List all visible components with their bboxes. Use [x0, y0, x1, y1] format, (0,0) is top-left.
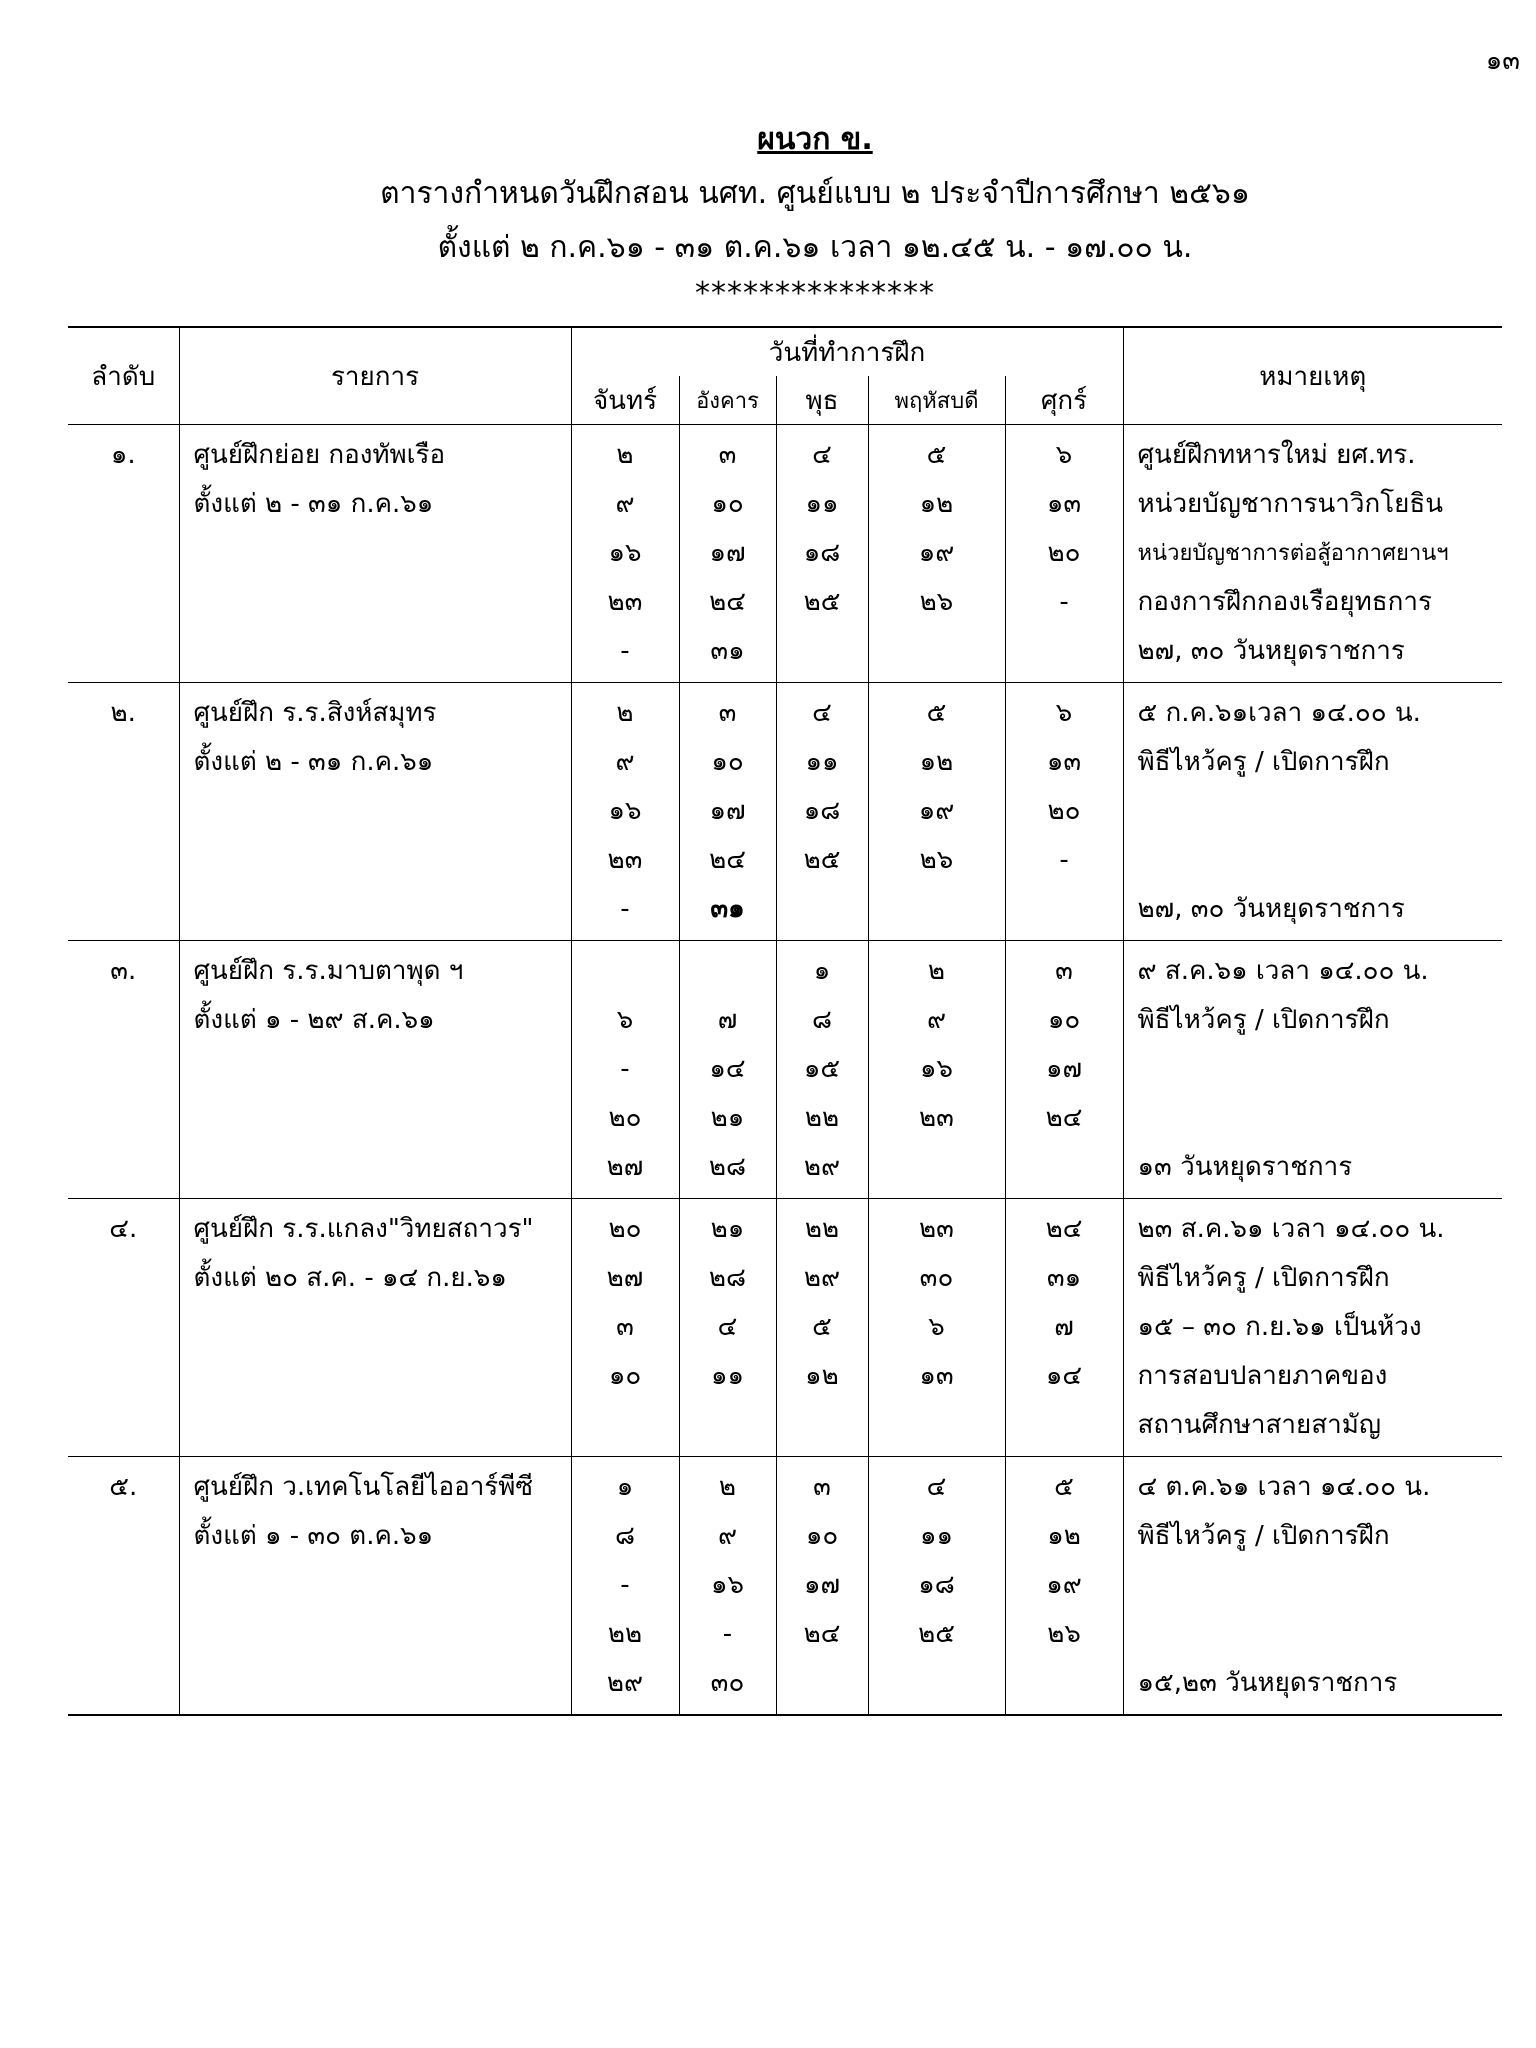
training-day-date: ๑๖	[710, 1570, 744, 1600]
training-date-range: ตั้งแต่ ๒ - ๓๑ ก.ค.๖๑	[193, 747, 434, 777]
training-day-date: ๓	[616, 1312, 634, 1342]
header-remark: หมายเหตุ	[1123, 327, 1502, 425]
remark-line: พิธีไหว้ครู / เปิดการฝึก	[1137, 1005, 1390, 1035]
training-day-date: ๒๕	[918, 1619, 955, 1649]
training-day-date	[1006, 1401, 1123, 1450]
day-column-cell	[1005, 941, 1123, 1199]
training-day-date: ๑๔	[709, 1054, 746, 1084]
day-column-cell	[868, 1199, 1005, 1457]
training-day-date: ๒๑	[710, 1103, 745, 1133]
training-day-date: ๓	[813, 1472, 831, 1502]
training-day-date: ๒๓	[607, 587, 643, 617]
training-center-name: ศูนย์ฝึกย่อย กองทัพเรือ	[193, 440, 446, 470]
training-day-date: -	[620, 1570, 630, 1600]
training-day-date: ๑๕	[803, 1054, 841, 1084]
training-day-date: ๒๓	[919, 1103, 954, 1133]
remark-line: ๒๓ ส.ค.๖๑ เวลา ๑๔.๐๐ น.	[1137, 1214, 1445, 1244]
training-day-date: ๙	[615, 489, 635, 519]
table-row	[68, 1199, 1502, 1457]
training-day-date: ๑๓	[919, 1361, 954, 1391]
remark-line: กองการฝึกกองเรือยุทธการ	[1137, 587, 1432, 617]
training-day-date: ๙	[615, 747, 635, 777]
training-day-date: ๑๘	[918, 1570, 955, 1600]
training-day-date: ๑๙	[918, 796, 955, 826]
remark-line: พิธีไหว้ครู / เปิดการฝึก	[1137, 1263, 1390, 1293]
training-day-date: ๒๔	[803, 1619, 841, 1649]
training-day-date: ๓๑	[710, 894, 745, 924]
training-day-date: ๑๐	[711, 489, 744, 519]
training-day-date: ๑๑	[805, 489, 839, 519]
table-row	[68, 683, 1502, 941]
training-center-name: ศูนย์ฝึก ร.ร.สิงห์สมุทร	[193, 698, 437, 728]
training-day-date: ๑๒	[919, 747, 954, 777]
day-column-cell	[1005, 683, 1123, 941]
remark-line: หน่วยบัญชาการต่อสู้อากาศยานฯ	[1137, 541, 1449, 566]
day-column-cell	[868, 941, 1005, 1199]
header-item: รายการ	[179, 327, 571, 425]
row-item-cell	[179, 1199, 571, 1457]
training-day-date: ๑๖	[919, 1054, 953, 1084]
remark-line	[1124, 1561, 1503, 1610]
remark-line: หน่วยบัญชาการนาวิกโยธิน	[1137, 489, 1444, 519]
day-column-cell	[776, 683, 868, 941]
row-seq-cell	[68, 683, 179, 941]
training-day-date: ๑๓	[1046, 489, 1082, 519]
training-day-date: ๕	[812, 1312, 832, 1342]
training-day-date: ๒๑	[710, 1214, 745, 1244]
training-day-date	[1006, 1659, 1123, 1708]
training-day-date: ๒๗	[606, 1152, 644, 1182]
training-day-date	[777, 1401, 868, 1450]
training-day-date: ๑๙	[918, 538, 955, 568]
training-day-date: ๑	[813, 956, 831, 986]
training-day-date: ๒๐	[1047, 796, 1081, 826]
training-day-date	[777, 1659, 868, 1708]
training-center-name: ศูนย์ฝึก ร.ร.มาบตาพุด ฯ	[193, 956, 464, 986]
training-day-date: ๕	[926, 440, 947, 470]
remark-line	[1124, 836, 1503, 885]
training-day-date: ๒๐	[1047, 538, 1081, 568]
training-day-date: ๑๗	[709, 796, 746, 826]
training-center-name: ศูนย์ฝึก ว.เทคโนโลยีไออาร์พีซี	[193, 1472, 534, 1502]
row-seq-cell	[68, 941, 179, 1199]
training-day-date	[777, 627, 868, 676]
training-day-date: ๘	[811, 1005, 833, 1035]
day-column-cell	[776, 1199, 868, 1457]
training-day-date	[869, 1143, 1005, 1192]
training-date-range: ตั้งแต่ ๒ - ๓๑ ก.ค.๖๑	[193, 489, 434, 519]
training-day-date: ๒๒	[804, 1214, 840, 1244]
training-day-date: ๙	[926, 1005, 947, 1035]
row-seq-number: ๒.	[110, 698, 136, 728]
training-day-date: ๒	[718, 1472, 737, 1502]
page-number: ๑๓	[1485, 46, 1520, 76]
training-day-date: ๑๗	[803, 1570, 841, 1600]
table-row	[68, 941, 1502, 1199]
training-day-date: -	[620, 1054, 630, 1084]
remark-line: ๒๗, ๓๐ วันหยุดราชการ	[1137, 894, 1405, 924]
training-day-date: ๒๘	[708, 1152, 747, 1182]
training-day-date: ๓๑	[1046, 1263, 1082, 1293]
header-day-thursday: พฤหัสบดี	[868, 376, 1005, 425]
training-day-date	[869, 627, 1005, 676]
training-day-date: -	[722, 1619, 733, 1649]
training-day-date	[777, 885, 868, 934]
training-day-date: ๒๒	[804, 1103, 840, 1133]
row-seq-number: ๑.	[110, 440, 136, 470]
remark-line	[1124, 1045, 1503, 1094]
training-day-date: ๓	[718, 440, 737, 470]
training-day-date: ๔	[717, 1312, 738, 1342]
training-day-date: ๕	[1054, 1472, 1074, 1502]
row-remark-cell	[1123, 425, 1502, 683]
training-day-date: ๒๘	[708, 1263, 747, 1293]
day-column-cell	[679, 1199, 776, 1457]
training-day-date: ๓	[1055, 956, 1073, 986]
training-day-date: -	[1059, 845, 1069, 875]
training-day-date: ๙	[717, 1521, 738, 1551]
training-day-date: ๒๖	[919, 845, 954, 875]
training-day-date	[869, 1401, 1005, 1450]
training-day-date: ๘	[614, 1521, 636, 1551]
training-day-date	[572, 947, 679, 996]
training-period: ตั้งแต่ ๒ ก.ค.๖๑ - ๓๑ ต.ค.๖๑ เวลา ๑๒.๔๕ น. - ๑๗.๐๐ น.	[437, 230, 1193, 265]
training-day-date: ๑๗	[1045, 1054, 1083, 1084]
remark-line: พิธีไหว้ครู / เปิดการฝึก	[1137, 1521, 1390, 1551]
row-seq-number: ๓.	[110, 956, 137, 986]
training-day-date: ๑๑	[919, 1521, 953, 1551]
training-day-date: ๑๐	[805, 1521, 839, 1551]
day-column-cell	[1005, 1199, 1123, 1457]
training-day-date	[869, 885, 1005, 934]
training-day-date: ๒๓	[607, 845, 643, 875]
training-day-date: ๑๖	[608, 796, 642, 826]
training-day-date: ๒๙	[803, 1263, 841, 1293]
separator-line: ***************	[695, 276, 935, 311]
day-column-cell	[571, 425, 679, 683]
training-date-range: ตั้งแต่ ๑ - ๒๙ ส.ค.๖๑	[193, 1005, 435, 1035]
remark-line	[1124, 1094, 1503, 1143]
training-day-date: ๒	[927, 956, 946, 986]
training-day-date	[1006, 1143, 1123, 1192]
header-day-friday: ศุกร์	[1005, 376, 1123, 425]
remark-line: ๙ ส.ค.๖๑ เวลา ๑๔.๐๐ น.	[1137, 956, 1429, 986]
remark-line: ๑๕ – ๓๐ ก.ย.๖๑ เป็นห้วง	[1137, 1312, 1422, 1342]
training-day-date: ๑๒	[1047, 1521, 1081, 1551]
training-day-date: ๒๙	[606, 1668, 644, 1698]
training-day-date: ๓๐	[919, 1263, 954, 1293]
training-day-date: ๑๘	[803, 796, 841, 826]
training-day-date: ๗	[1054, 1312, 1074, 1342]
training-day-date: ๒๗	[606, 1263, 644, 1293]
training-day-date: ๓๐	[710, 1668, 745, 1698]
training-day-date: ๑	[616, 1472, 634, 1502]
training-day-date: ๒๕	[803, 845, 841, 875]
training-day-date: ๒๒	[607, 1619, 643, 1649]
training-day-date	[680, 947, 776, 996]
training-day-date	[869, 1659, 1005, 1708]
training-day-date	[1006, 885, 1123, 934]
day-column-cell	[1005, 1457, 1123, 1716]
training-day-date: ๑๖	[608, 538, 642, 568]
training-day-date: ๒	[616, 698, 634, 728]
document-title: ผนวก ข.	[757, 122, 873, 157]
training-day-date: ๑๐	[608, 1361, 642, 1391]
remark-line	[1124, 787, 1503, 836]
training-day-date: ๖	[1055, 698, 1073, 728]
training-day-date: ๖	[616, 1005, 634, 1035]
day-column-cell	[868, 425, 1005, 683]
day-column-cell	[776, 941, 868, 1199]
training-day-date: ๑๗	[709, 538, 746, 568]
remark-line: ๔ ต.ค.๖๑ เวลา ๑๔.๐๐ น.	[1137, 1472, 1431, 1502]
training-day-date: ๒๔	[1045, 1214, 1083, 1244]
row-seq-cell	[68, 1199, 179, 1457]
row-seq-number: ๔.	[109, 1214, 138, 1244]
header-seq: ลำดับ	[68, 327, 179, 425]
training-day-date: ๑๐	[1047, 1005, 1081, 1035]
training-day-date: ๑๒	[805, 1361, 839, 1391]
training-day-date: ๑๘	[803, 538, 841, 568]
training-day-date: ๒๙	[803, 1152, 841, 1182]
row-seq-cell	[68, 1457, 179, 1716]
day-column-cell	[679, 425, 776, 683]
remark-line: พิธีไหว้ครู / เปิดการฝึก	[1137, 747, 1390, 777]
row-seq-cell	[68, 425, 179, 683]
training-day-date: ๒๔	[1045, 1103, 1083, 1133]
day-column-cell	[571, 941, 679, 1199]
training-day-date: ๒๐	[608, 1103, 642, 1133]
training-day-date: ๑๔	[1045, 1361, 1083, 1391]
training-day-date: -	[620, 636, 630, 666]
training-day-date: ๓๑	[710, 636, 745, 666]
day-column-cell	[679, 941, 776, 1199]
training-day-date: ๕	[926, 698, 947, 728]
training-center-name: ศูนย์ฝึก ร.ร.แกลง"วิทยสถาวร"	[193, 1214, 534, 1244]
training-day-date: ๑๙	[1046, 1570, 1082, 1600]
training-day-date: ๑๐	[711, 747, 744, 777]
training-day-date: ๗	[717, 1005, 738, 1035]
training-day-date: ๑๓	[1046, 747, 1082, 777]
row-item-cell	[179, 683, 571, 941]
day-column-cell	[868, 1457, 1005, 1716]
training-day-date: ๔	[812, 440, 832, 470]
remark-line: ๑๕,๒๓ วันหยุดราชการ	[1137, 1668, 1398, 1698]
remark-line: ๒๗, ๓๐ วันหยุดราชการ	[1137, 636, 1405, 666]
training-day-date: -	[620, 894, 630, 924]
training-day-date: ๑๑	[805, 747, 839, 777]
header-day-wednesday: พุธ	[776, 376, 868, 425]
remark-line: สถานศึกษาสายสามัญ	[1137, 1410, 1381, 1440]
training-day-date: ๑๑	[710, 1361, 744, 1391]
training-date-range: ตั้งแต่ ๑ - ๓๐ ต.ค.๖๑	[193, 1521, 434, 1551]
header-day-tuesday: อังคาร	[679, 376, 776, 425]
training-day-date: ๒๕	[803, 587, 841, 617]
day-column-cell	[679, 683, 776, 941]
training-day-date: ๔	[812, 698, 832, 728]
row-item-cell	[179, 425, 571, 683]
training-day-date: -	[1059, 587, 1069, 617]
row-remark-cell	[1123, 683, 1502, 941]
training-day-date: ๖	[1055, 440, 1073, 470]
training-day-date: ๒๖	[919, 587, 954, 617]
training-day-date: ๒๐	[608, 1214, 642, 1244]
training-day-date: ๔	[926, 1472, 947, 1502]
row-item-cell	[179, 941, 571, 1199]
day-column-cell	[1005, 425, 1123, 683]
day-column-cell	[679, 1457, 776, 1716]
header-training-days: วันที่ทำการฝึก	[571, 327, 1123, 376]
day-column-cell	[571, 1457, 679, 1716]
remark-line	[1124, 1610, 1503, 1659]
training-day-date: ๖	[928, 1312, 945, 1342]
remark-line: ๑๓ วันหยุดราชการ	[1137, 1152, 1353, 1182]
training-day-date	[572, 1401, 679, 1450]
training-day-date: ๒๔	[709, 587, 746, 617]
row-item-cell	[179, 1457, 571, 1716]
training-date-range: ตั้งแต่ ๒๐ ส.ค. - ๑๔ ก.ย.๖๑	[193, 1263, 507, 1293]
training-day-date: ๒๓	[919, 1214, 954, 1244]
remark-line: ศูนย์ฝึกทหารใหม่ ยศ.ทร.	[1137, 440, 1416, 470]
training-day-date: ๑๒	[919, 489, 954, 519]
table-row	[68, 1457, 1502, 1716]
day-column-cell	[571, 1199, 679, 1457]
day-column-cell	[776, 1457, 868, 1716]
training-day-date: ๒	[616, 440, 634, 470]
day-column-cell	[868, 683, 1005, 941]
day-column-cell	[571, 683, 679, 941]
day-column-cell	[776, 425, 868, 683]
training-schedule-table	[68, 326, 1502, 1716]
training-day-date	[680, 1401, 776, 1450]
training-day-date: ๒๔	[709, 845, 746, 875]
row-remark-cell	[1123, 941, 1502, 1199]
table-row	[68, 425, 1502, 683]
row-remark-cell	[1123, 1457, 1502, 1716]
row-seq-number: ๕.	[109, 1472, 138, 1502]
remark-line: การสอบปลายภาคของ	[1137, 1361, 1388, 1391]
training-day-date	[1006, 627, 1123, 676]
training-day-date: ๒๖	[1047, 1619, 1081, 1649]
remark-line: ๕ ก.ค.๖๑เวลา ๑๔.๐๐ น.	[1137, 698, 1421, 728]
document-subtitle: ตารางกำหนดวันฝึกสอน นศท. ศูนย์แบบ ๒ ประจำปีการศึกษา ๒๕๖๑	[380, 176, 1250, 211]
training-day-date: ๓	[718, 698, 737, 728]
row-remark-cell	[1123, 1199, 1502, 1457]
header-day-monday: จันทร์	[571, 376, 679, 425]
